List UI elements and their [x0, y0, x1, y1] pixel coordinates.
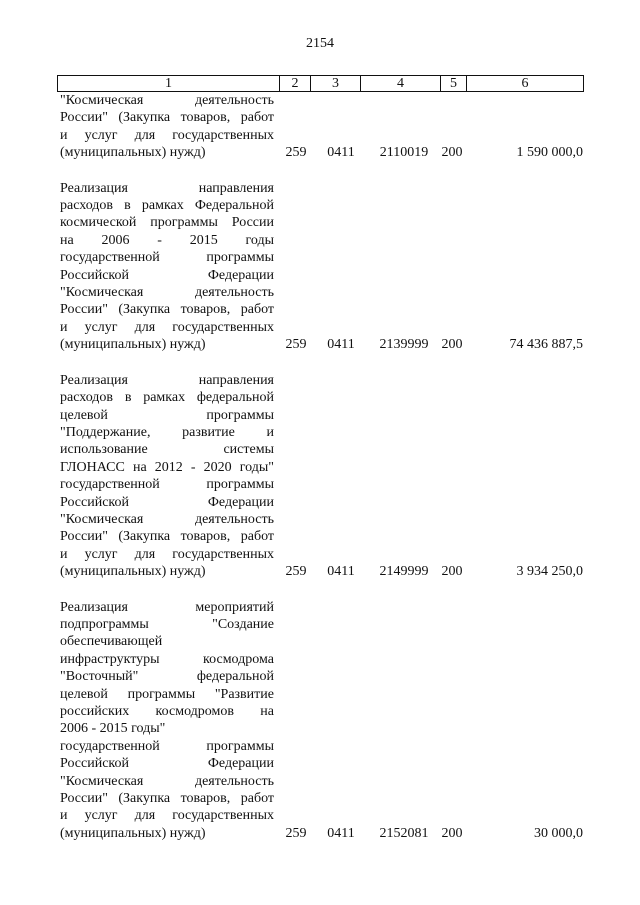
description-line: российских космодромов на	[60, 704, 274, 719]
budget-rows	[0, 92, 640, 842]
description-line: (муниципальных) нужд)	[60, 564, 206, 580]
cell-target-article: 2152081	[379, 825, 429, 841]
column-header-6: 6	[467, 76, 584, 92]
description-line: инфраструктуры космодрома	[60, 651, 274, 667]
description-line: (муниципальных) нужд)	[60, 145, 206, 161]
column-header-5: 5	[441, 76, 467, 92]
description-line: целевой программы	[60, 407, 274, 423]
row-description	[60, 180, 274, 354]
cell-ministry-code: 259	[285, 825, 307, 841]
cell-expense-type: 200	[441, 337, 463, 353]
description-line: государственной программы	[60, 738, 274, 754]
table-row	[0, 372, 640, 581]
cell-section-code: 0411	[327, 825, 355, 841]
cell-expense-type: 200	[441, 145, 463, 161]
description-line: России" (Закупка товаров, работ	[60, 529, 274, 545]
description-line: Реализация направления	[60, 180, 274, 196]
cell-amount: 3 934 250,0	[516, 564, 583, 580]
description-line: целевой программы "Развитие	[60, 686, 274, 702]
description-line: "Поддержание, развитие и	[60, 424, 274, 440]
cell-ministry-code: 259	[285, 337, 307, 353]
description-line: государственной программы	[60, 477, 274, 493]
description-line: и услуг для государственных	[60, 808, 274, 824]
description-line: "Космическая деятельность	[60, 511, 274, 527]
column-header-3: 3	[311, 76, 361, 92]
description-line: государственной программы	[60, 250, 274, 266]
column-header-4: 4	[361, 76, 441, 92]
cell-amount: 30 000,0	[534, 825, 583, 841]
column-header-table	[57, 75, 584, 92]
cell-target-article: 2149999	[379, 564, 429, 580]
table-row	[0, 599, 640, 843]
description-line: космической программы России	[60, 215, 274, 231]
description-line: "Восточный" федеральной	[60, 669, 274, 685]
description-line: "Космическая деятельность	[60, 285, 274, 301]
cell-expense-type: 200	[441, 564, 463, 580]
column-header-2: 2	[280, 76, 311, 92]
cell-section-code: 0411	[327, 337, 355, 353]
description-line: расходов в рамках Федеральной	[60, 198, 274, 214]
description-line: (муниципальных) нужд)	[60, 825, 206, 841]
cell-amount: 74 436 887,5	[509, 337, 583, 353]
cell-target-article: 2139999	[379, 337, 429, 353]
description-line: обеспечивающей	[60, 634, 163, 650]
description-line: Реализация мероприятий	[60, 599, 274, 615]
page-number: 2154	[306, 36, 334, 51]
cell-ministry-code: 259	[285, 564, 307, 580]
row-description	[60, 372, 274, 581]
table-row	[0, 180, 640, 354]
description-line: подпрограммы "Создание	[60, 616, 274, 632]
description-line: России" (Закупка товаров, работ	[60, 791, 274, 807]
cell-expense-type: 200	[441, 825, 463, 841]
cell-section-code: 0411	[327, 145, 355, 161]
cell-amount: 1 590 000,0	[516, 145, 583, 161]
column-header-row	[58, 76, 584, 92]
description-line: России" (Закупка товаров, работ	[60, 110, 274, 126]
cell-target-article: 2110019	[379, 145, 429, 161]
description-line: и услуг для государственных	[60, 546, 274, 562]
description-line: и услуг для государственных	[60, 127, 274, 143]
description-line: (муниципальных) нужд)	[60, 337, 206, 353]
description-line: и услуг для государственных	[60, 319, 274, 335]
description-line: ГЛОНАСС на 2012 - 2020 годы"	[60, 459, 274, 475]
description-line: 2006 - 2015 годы"	[60, 721, 166, 737]
row-description	[60, 599, 274, 843]
column-header-1: 1	[58, 76, 280, 92]
row-description	[60, 92, 274, 162]
description-line: расходов в рамках федеральной	[60, 390, 274, 406]
description-line: "Космическая деятельность	[60, 93, 274, 108]
table-row	[0, 92, 640, 162]
description-line: на 2006 - 2015 годы	[60, 232, 274, 248]
description-line: "Космическая деятельность	[60, 773, 274, 789]
cell-section-code: 0411	[327, 564, 355, 580]
description-line: Реализация направления	[60, 372, 274, 388]
description-line: Российской Федерации	[60, 267, 274, 283]
cell-ministry-code: 259	[285, 145, 307, 161]
description-line: России" (Закупка товаров, работ	[60, 302, 274, 318]
description-line: использование системы	[60, 442, 274, 458]
description-line: Российской Федерации	[60, 494, 274, 510]
description-line: Российской Федерации	[60, 756, 274, 772]
